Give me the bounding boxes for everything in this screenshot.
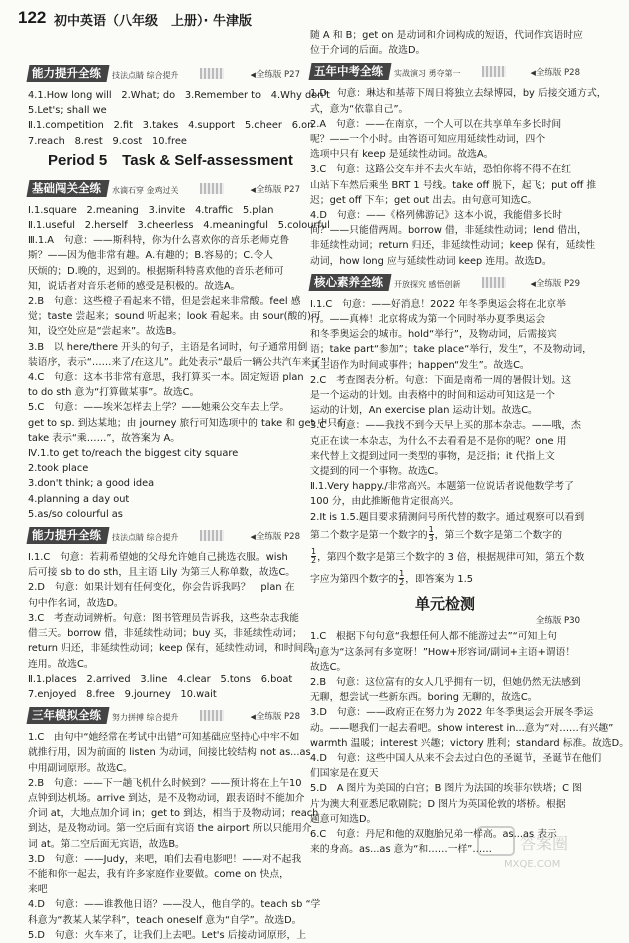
section-divider-bar — [482, 66, 506, 77]
section-tagline: 水滴石穿 金鸡过关 — [112, 185, 179, 195]
answer-line: 山站下车然后乘坐 BRT 1 号线。take off 脱下，起飞；put off 推 — [310, 179, 597, 191]
section-title: 五年中考全练 — [314, 64, 383, 79]
section-page-ref: ◀ 全练版 P28 — [250, 530, 300, 545]
answer-line: 克正在读一本杂志，为什么不去看看是不是你的呢？one 用 — [310, 435, 567, 447]
answer-line: 间？——只能借两周。borrow 借，非延续性动词；lend 借出， — [310, 225, 587, 237]
fraction-line-text-after: ，第三个数字是第二个数字的 — [434, 529, 563, 541]
answer-line: 2.It is 1.5.题目要求猜测问号所代替的数字。通过观察可以看到 — [310, 511, 585, 523]
answer-line: Ⅲ.1.A 句意：——斯科特，你为什么喜欢你的音乐老师克鲁 — [28, 235, 290, 247]
answer-line: 科意为“教某人某学科”，teach oneself 意为“自学”。故选D。 — [28, 914, 302, 926]
section-title-box — [309, 63, 392, 80]
answer-line: 位于介词的后面。故选D。 — [310, 45, 426, 57]
page-number: 122 — [18, 8, 47, 27]
watermark-subtext: MXQE.COM — [504, 859, 561, 870]
answer-line: 和冬季奥运会的城市。hold“举行”，及物动词，后需接宾 — [310, 329, 557, 341]
answer-line: 其主语作为时间或事件；happen“发生”。故选C。 — [310, 359, 530, 371]
answer-line: 5.D 句意：火车来了，让我们上去吧。Let's 后接动词原形，上 — [28, 929, 307, 941]
page-header — [0, 0, 600, 30]
right-column — [310, 28, 629, 857]
fraction-line-text-before: 字应为第四个数字的 — [310, 573, 399, 585]
answer-line: 5.Let's; shall we — [28, 105, 107, 117]
answer-line: Ⅰ.1.C 句意：——好消息！2022 年冬季奥运会将在北京举 — [310, 298, 566, 310]
answer-line: take 表示“乘……”，故答案为 A。 — [28, 432, 181, 444]
fraction — [399, 570, 404, 587]
answer-line: 5.D A 图片为美国的白宫；B 图片为法国的埃菲尔铁塔；C 图 — [310, 783, 582, 795]
answer-line: Ⅱ.1.places 2.arrived 3.line 4.clear 5.tons 6.boat — [28, 673, 293, 685]
section-divider-bar — [200, 183, 224, 194]
answer-line: 4.C 句意：这本书非常有意思，我打算买一本。固定短语 plan — [28, 372, 304, 384]
answer-line: 就推行用，因为前面的 listen 为动词，间接比较结构 not as...as — [28, 747, 311, 759]
answer-line: 1.C 根据下句句意“我想任何人都不能游过去”“可知上句 — [310, 631, 557, 643]
answer-line: 故选C。 — [310, 661, 347, 673]
answer-line: 4.1.How long will 2.What; do 3.Remember to 4.Why don't — [28, 90, 330, 101]
unit-test-heading: 单元检测 — [414, 594, 475, 613]
answer-line: 选项中只有 keep 是延续性动词。故选A。 — [310, 149, 494, 161]
answer-line: 动词，how long 应与延续性动词 keep 连用。故选D。 — [310, 255, 552, 267]
answer-line: 厌烦的；D.晚的，迟到的。根据斯科特喜欢他的音乐老师可 — [28, 265, 284, 277]
answer-line: 后可接 sb to do sth，且主语 Lily 为第三人称单数，故选C。 — [28, 567, 296, 579]
section-page-ref: 全练版 P30 — [535, 616, 580, 627]
answer-line: 7.reach 8.rest 9.cost 10.free — [28, 135, 187, 147]
answer-line: 动。——嗯我们一起去看吧。show interest in...意为“对……有兴趣” — [310, 722, 614, 734]
section-tagline: 开放探究 感悟创新 — [394, 279, 461, 289]
answer-line: 4.D 句意：——《格列佛游记》这本小说，我能借多长时 — [310, 210, 563, 222]
answer-line: 句中作名词，故选D。 — [28, 597, 124, 609]
section-divider-bar — [200, 710, 224, 721]
answer-line: Ⅰ.1.square 2.meaning 3.invite 4.traffic 5.plan — [28, 204, 274, 216]
section-title: 三年模拟全练 — [32, 708, 101, 723]
answer-line: 非延续性动词；return 归还，非延续性动词；keep 保有，延续性 — [310, 240, 596, 252]
answer-line: 1.D 句意：琳达和基蒂下周日将独立去绿博园，by 后接交通方式， — [310, 88, 607, 100]
fraction-line-text-after: ，即答案为 1.5 — [405, 573, 473, 585]
section-tagline: 技法点睛 综合提升 — [112, 71, 179, 80]
fraction-line-text-after: ，第四个数字是第三个数字的 3 倍，根据规律可知，第五个数 — [317, 551, 585, 563]
answer-line: Ⅱ.1.competition 2.fit 3.takes 4.support 5.cheer 6.on — [28, 120, 314, 132]
answer-line: 觉；taste 尝起来；sound 听起来；look 看起来。由 sour(酸的)可 — [28, 311, 321, 323]
section-header — [28, 526, 300, 546]
answer-line: 装语序，表示“……来了/在这儿”。此处表示“最后一辆公共汽车来了”！ — [28, 356, 336, 368]
answer-line: return 归还，非延续性动词；keep 保有，延续性动词，和时间段 — [28, 643, 314, 655]
section-divider-bar — [482, 277, 506, 288]
watermark-text: 答案圈 — [520, 834, 569, 853]
fraction-denominator: 3 — [428, 534, 434, 544]
answer-line: 题意可知选D。 — [310, 813, 377, 825]
fraction-line — [310, 525, 580, 547]
answer-line: 2.B 句意：——下一趟飞机什么时候到？——预计将在上午10 — [28, 777, 302, 789]
section-title-box — [309, 274, 392, 291]
answer-line: 3.D 句意：——Judy，来吧，咱们去看电影吧！——对不起我 — [28, 853, 302, 865]
section-header — [28, 64, 300, 84]
answer-line: 2.D 句意：如果计划有任何变化，你会告诉我吗？ plan 在 — [28, 582, 295, 594]
section-header — [310, 273, 580, 293]
answer-line: 1.C 由句中“她经常在考试中出错”可知基础应坚持心中牢不如 — [28, 732, 300, 744]
section-header — [28, 179, 300, 199]
answer-line: Ⅳ.1.to get to/reach the biggest city square — [28, 448, 239, 460]
answer-line: 来代替上文提到过同一类型的事物，是泛指；it 代指上文 — [310, 450, 555, 462]
answer-line: 中用副词原形。故选C。 — [28, 762, 133, 774]
section-tagline: 实战演习 勇夺第一 — [394, 69, 461, 79]
answer-line: 3.C 句意：——我找不到今天早上买的那本杂志。——哦，杰 — [310, 420, 581, 432]
answer-line: 2.B 句意：这些橙子看起来不错，但是尝起来非常酸。feel 感 — [28, 296, 301, 308]
answer-line: 们国家是在夏天 — [310, 768, 379, 780]
answer-line: Ⅱ.1.useful 2.herself 3.cheerless 4.meaningful 5.colourful — [28, 220, 330, 232]
answer-line: 100 分，由此推断他肯定很高兴。 — [310, 496, 460, 508]
section-tagline: 技法点睛 综合提升 — [112, 533, 179, 543]
section-tagline: 努力拼搏 综合提升 — [112, 713, 179, 723]
answer-line: 斯？——因为他非常有趣。A.有趣的；B.容易的；C.令人 — [28, 250, 273, 262]
answer-line: 4.planning a day out — [28, 493, 130, 505]
answer-line: 点钟到达机场。arrive 到达，是不及物动词，跟表语时不能加介 — [28, 792, 305, 804]
answer-line: 4.D 句意：这些中国人从来不会去过白色的圣诞节，圣诞节在他们 — [310, 752, 602, 764]
section-page-ref: ◀ 全练版 P28 — [250, 710, 300, 725]
answer-line: 片为澳大利亚悉尼歌剧院；D 图片为英国伦敦的塔桥。根据 — [310, 798, 566, 810]
fraction-numerator: 1 — [399, 569, 405, 579]
answer-line: 7.enjoyed 8.free 9.journey 10.wait — [28, 688, 217, 700]
answer-line: get to sp. 到达某地；由 journey 旅行可知选项中的 take 和 get 中只有 — [28, 417, 347, 429]
answer-line: 6.C 句意：丹尼和他的双胞胎兄弟一样高。as...as 表示 — [310, 828, 557, 840]
answer-line: warmth 温暖；interest 兴趣；victory 胜利；standard 标准。故选D。 — [310, 737, 629, 749]
fraction-line — [310, 569, 580, 591]
answer-line: 4.D 句意：——谁教他日语？——没人，他自学的。teach sb “学 — [28, 899, 321, 911]
section-divider-bar — [200, 68, 224, 79]
answer-line: 5.C 句意：——埃米怎样去上学？——她乘公交车去上学。 — [28, 402, 290, 414]
section-title: 基础闯关全练 — [32, 180, 101, 195]
period-heading: Period 5 Task & Self-assessment — [48, 151, 293, 169]
page-title: 初中英语（八年级 上册）· 牛津版 — [54, 14, 252, 29]
section-page-ref: ◀ 全练版 P27 — [250, 68, 300, 83]
fraction-numerator: 1 — [428, 525, 434, 535]
answer-line: 3.D 句意：——政府正在努力为 2022 年冬季奥运会开展冬季运 — [310, 707, 594, 719]
answer-line: 3.C 句意：这路公交车并不去火车站，恐怕你将不得不在红 — [310, 164, 572, 176]
answer-line: 呢？——一个小时。由答语可知应用延续性动词，四个 — [310, 134, 546, 146]
section-header — [28, 706, 300, 726]
answer-line: 词 at。第二空后面无宾语，故选B。 — [28, 838, 185, 850]
section-title: 能力提升全练 — [32, 66, 101, 80]
answer-line: 来吧 — [28, 884, 48, 896]
answer-line: 来的身高。as...as 意为“和……一样”…… — [310, 844, 492, 856]
answer-line: 介词 at，大地点加介词 in；get to 到达，相当于及物动词；reach — [28, 808, 319, 820]
answer-line: 式，意为“依靠自己”。 — [310, 103, 409, 115]
answer-line: Ⅰ.1.C 句意：若莉希望她的父母允许她自己挑选衣服。wish — [28, 552, 288, 564]
section-title-box — [27, 527, 110, 544]
answer-line: 2.C 考查图表分析。句意：下面是南希一周的暑假计划。这 — [310, 374, 572, 386]
section-page-ref: ◀ 全练版 P27 — [250, 183, 300, 198]
fraction-denominator: 2 — [311, 556, 317, 566]
answer-line: 行。——真棒！北京将成为第一个同时举办夏季奥运会 — [310, 314, 546, 326]
answer-line: 5.as/so colourful as — [28, 508, 123, 520]
answer-line: 2.B 句意：这位富有的女人几乎拥有一切，但她仍然无法感到 — [310, 676, 581, 688]
fraction-denominator: 2 — [399, 578, 405, 588]
answer-line: 是一个运动的计划。由表格中的时间和运动可知这是一个 — [310, 390, 555, 402]
fraction — [311, 548, 316, 565]
answer-line: 不能和你一起去，我有许多家庭作业要做。come on 快点， — [28, 868, 289, 880]
section-title-box — [27, 180, 110, 197]
answer-line: 连用。故选C。 — [28, 658, 94, 670]
answer-line: 借三天。borrow 借，非延续性动词；buy 买，非延续性动词； — [28, 628, 302, 640]
section-title: 核心素养全练 — [314, 274, 383, 289]
answer-line: 句意为“这条河有多宽呀！”How+形容词/副词+主语+谓语！ — [310, 646, 576, 658]
answer-line: 知，说话者对音乐老师的感受是积极的。故选A。 — [28, 280, 241, 292]
answer-line: 随 A 和 B；get on 是动词和介词构成的短语，代词作宾语时应 — [310, 30, 583, 41]
fraction-line-text-before: 第二个数字是第一个数字的 — [310, 529, 428, 541]
answer-line: 运动的计划，An exercise plan 运动计划。故选C。 — [310, 405, 538, 417]
answer-line: 3.don't think; a good idea — [28, 478, 155, 490]
answer-line: 到达，是及物动词。第一空后面有宾语 the airport 所以只能用介 — [28, 823, 312, 835]
fraction-line — [310, 547, 585, 569]
answer-line: 无聊，想尝试一些新东西。boring 无聊的，故选C。 — [310, 692, 538, 704]
watermark-logo — [474, 825, 584, 873]
section-header — [310, 62, 580, 82]
section-divider-bar — [200, 530, 224, 541]
answer-line: 3.C 考查动词辨析。句意：图书管理员告诉我，这些杂志我能 — [28, 612, 299, 624]
fraction — [429, 526, 434, 543]
answer-line: to do sth 意为“打算做某事”。故选C。 — [28, 387, 200, 399]
answer-line: 文提到的同一个事物。故选C。 — [310, 466, 445, 478]
answer-line: 2.took place — [28, 463, 89, 475]
answer-line: 知，设空处应是“尝起来”。故选B。 — [28, 326, 183, 338]
section-title-box — [27, 65, 110, 82]
section-page-ref: ◀ 全练版 P28 — [530, 66, 580, 81]
answer-line: 迟；get off 下车；get out 出去。由句意可知选C。 — [310, 194, 538, 206]
answer-line: Ⅱ.1.Very happy./非常高兴。本题第一位说话者说他数学考了 — [310, 481, 574, 493]
answer-line: 3.B 以 here/there 开头的句子，主语是名词时，句子通常用倒 — [28, 341, 308, 353]
section-page-ref: ◀ 全练版 P29 — [530, 277, 580, 292]
fraction-numerator: 1 — [311, 547, 317, 557]
answer-line: 2.A 句意：——在南京，一个人可以在共享单车多长时间 — [310, 118, 562, 130]
section-title: 能力提升全练 — [32, 528, 101, 543]
answer-line: 语；take part“参加”；take place“举行，发生”，不及物动词， — [310, 344, 592, 356]
section-title-box — [27, 707, 110, 724]
